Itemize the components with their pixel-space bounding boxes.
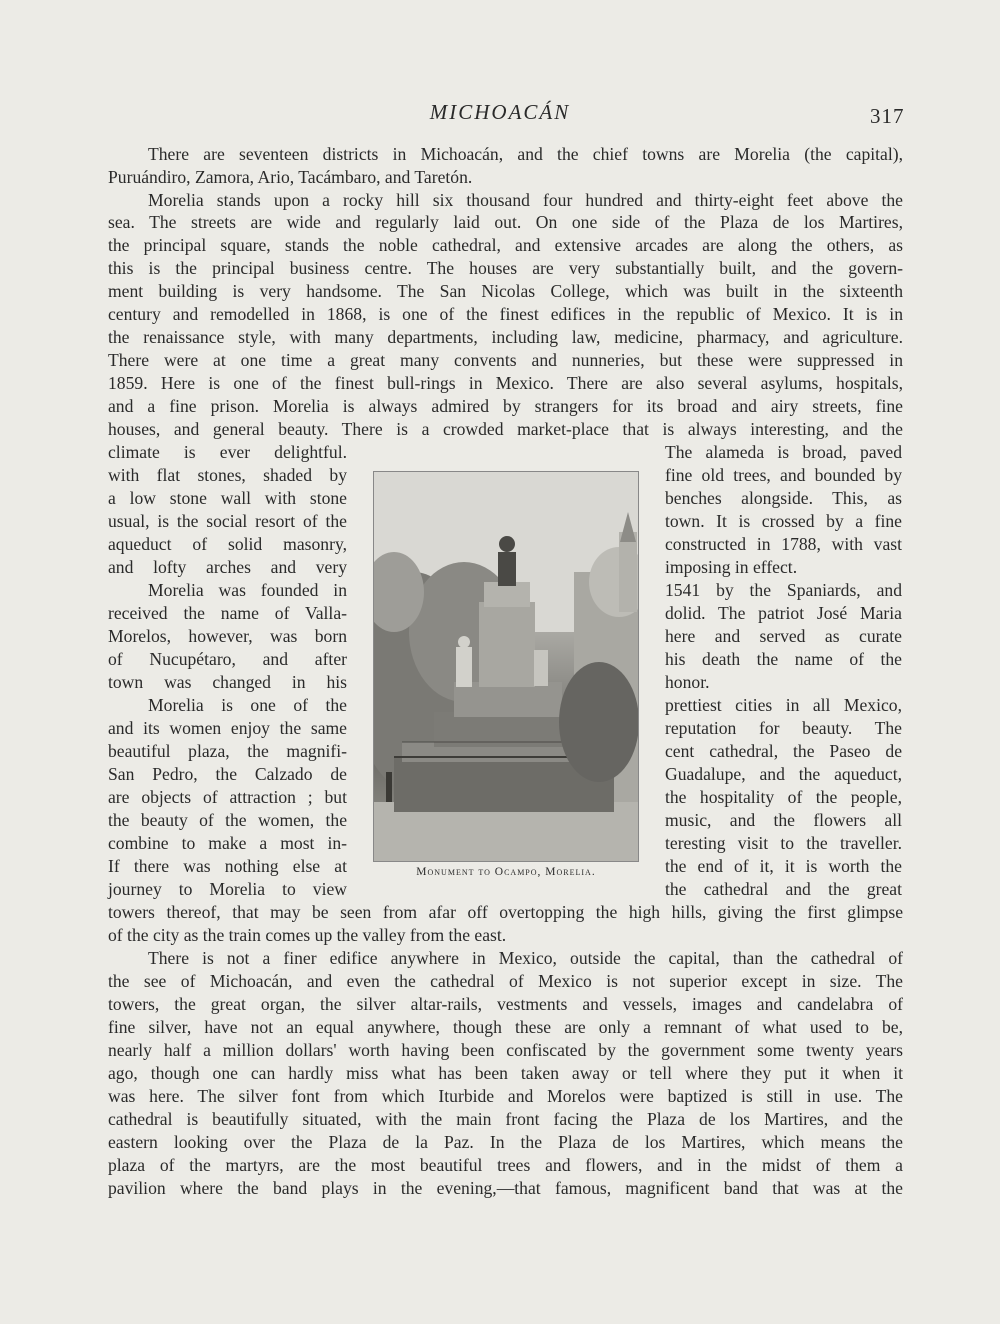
text-line: the see of Michoacán, and even the cathedral of Mexico is not superior except in size. The xyxy=(108,971,903,991)
text-line: the principal square, stands the noble cathedral, and extensive arcades are along the others, as xyxy=(108,235,903,255)
text-line: fine silver, have not an equal anywhere, though these are only a remnant of what used to be, xyxy=(108,1017,903,1037)
monument-illustration xyxy=(374,472,638,861)
text-line: plaza of the martyrs, are the most beautiful trees and flowers, and in the midst of them a xyxy=(108,1155,903,1175)
right-column-line: honor. xyxy=(665,672,710,692)
right-column-line: here and served as curate xyxy=(665,626,902,646)
figure-caption: Monument to Ocampo, Morelia. xyxy=(416,866,596,878)
text-line: towers thereof, that may be seen from afar off overtopping the high hills, giving the first glimpse xyxy=(108,902,903,922)
text-line: There were at one time a great many convents and nunneries, but these were suppressed in xyxy=(108,350,903,370)
text-line: pavilion where the band plays in the evening,—that famous, magnificent band that was at the xyxy=(108,1178,903,1198)
left-column-line: beautiful plaza, the magnifi- xyxy=(108,741,347,761)
left-column-line: Morelia is one of the xyxy=(148,695,347,715)
right-column-line: Guadalupe, and the aqueduct, xyxy=(665,764,902,784)
text-line: Puruándiro, Zamora, Ario, Tacámbaro, and Taretón. xyxy=(108,167,473,187)
monument-photograph xyxy=(373,471,639,862)
text-line: eastern looking over the Plaza de la Paz. In the Plaza de los Martires, which means the xyxy=(108,1132,903,1152)
text-line: towers, the great organ, the silver altar-rails, vestments and vessels, images and candelabra of xyxy=(108,994,903,1014)
left-column-line: received the name of Valla- xyxy=(108,603,347,623)
left-column-line: Morelos, however, was born xyxy=(108,626,347,646)
left-column-line: the beauty of the women, the xyxy=(108,810,347,830)
right-column-line: the end of it, it is worth the xyxy=(665,856,902,876)
left-column-line: San Pedro, the Calzado de xyxy=(108,764,347,784)
text-line: century and remodelled in 1868, is one of the finest edifices in the republic of Mexico. It is in xyxy=(108,304,903,324)
text-line: this is the principal business centre. The houses are very substantially built, and the govern- xyxy=(108,258,903,278)
text-line: houses, and general beauty. There is a crowded market-place that is always interesting, and the xyxy=(108,419,903,439)
left-column-line: and its women enjoy the same xyxy=(108,718,347,738)
left-column-line: If there was nothing else at xyxy=(108,856,347,876)
right-column-line: the hospitality of the people, xyxy=(665,787,902,807)
right-column-line: music, and the flowers all xyxy=(665,810,902,830)
left-column-line: journey to Morelia to view xyxy=(108,879,347,899)
left-column-line: of Nucupétaro, and after xyxy=(108,649,347,669)
left-column-line: with flat stones, shaded by xyxy=(108,465,347,485)
text-line: was here. The silver font from which Iturbide and Morelos were baptized is still in use. The xyxy=(108,1086,903,1106)
right-column-line: prettiest cities in all Mexico, xyxy=(665,695,902,715)
right-column-line: reputation for beauty. The xyxy=(665,718,902,738)
text-line: There are seventeen districts in Michoacán, and the chief towns are Morelia (the capital), xyxy=(148,144,903,164)
right-column-line: imposing in effect. xyxy=(665,557,798,577)
left-column-line: usual, is the social resort of the xyxy=(108,511,347,531)
left-column-line: Morelia was founded in xyxy=(148,580,347,600)
left-column-line: aqueduct of solid masonry, xyxy=(108,534,347,554)
left-column-line: are objects of attraction ; but xyxy=(108,787,347,807)
left-column-line: town was changed in his xyxy=(108,672,347,692)
running-header: MICHOACÁN xyxy=(429,100,571,124)
right-column-line: 1541 by the Spaniards, and xyxy=(665,580,902,600)
left-column-line: and lofty arches and very xyxy=(108,557,347,577)
text-line: cathedral is beautifully situated, with the main front facing the Plaza de los Martires, and the xyxy=(108,1109,903,1129)
left-column-line: climate is ever delightful. xyxy=(108,442,347,462)
right-column-line: the cathedral and the great xyxy=(665,879,902,899)
text-line: of the city as the train comes up the valley from the east. xyxy=(108,925,507,945)
text-line: and a fine prison. Morelia is always admired by strangers for its broad and airy streets, fine xyxy=(108,396,903,416)
right-column-line: benches alongside. This, as xyxy=(665,488,902,508)
text-line: Morelia stands upon a rocky hill six thousand four hundred and thirty-eight feet above the xyxy=(148,190,903,210)
right-column-line: The alameda is broad, paved xyxy=(665,442,902,462)
text-line: nearly half a million dollars' worth having been confiscated by the government some twenty years xyxy=(108,1040,903,1060)
right-column-line: his death the name of the xyxy=(665,649,902,669)
right-column-line: teresting visit to the traveller. xyxy=(665,833,902,853)
text-line: ment building is very handsome. The San Nicolas College, which was built in the sixteenth xyxy=(108,281,903,301)
right-column-line: cent cathedral, the Paseo de xyxy=(665,741,902,761)
right-column-line: town. It is crossed by a fine xyxy=(665,511,902,531)
left-column-line: combine to make a most in- xyxy=(108,833,347,853)
text-line: ago, though one can hardly miss what has been taken away or tell where they put it when it xyxy=(108,1063,903,1083)
text-line: There is not a finer edifice anywhere in Mexico, outside the capital, than the cathedral of xyxy=(148,948,903,968)
text-line: sea. The streets are wide and regularly laid out. On one side of the Plaza de los Martires, xyxy=(108,212,903,232)
left-column-line: a low stone wall with stone xyxy=(108,488,347,508)
right-column-line: fine old trees, and bounded by xyxy=(665,465,902,485)
text-line: 1859. Here is one of the finest bull-rings in Mexico. There are also several asylums, hospitals, xyxy=(108,373,903,393)
text-line: the renaissance style, with many departments, including law, medicine, pharmacy, and agriculture. xyxy=(108,327,903,347)
right-column-line: dolid. The patriot José Maria xyxy=(665,603,902,623)
right-column-line: constructed in 1788, with vast xyxy=(665,534,902,554)
page-number: 317 xyxy=(870,104,905,128)
